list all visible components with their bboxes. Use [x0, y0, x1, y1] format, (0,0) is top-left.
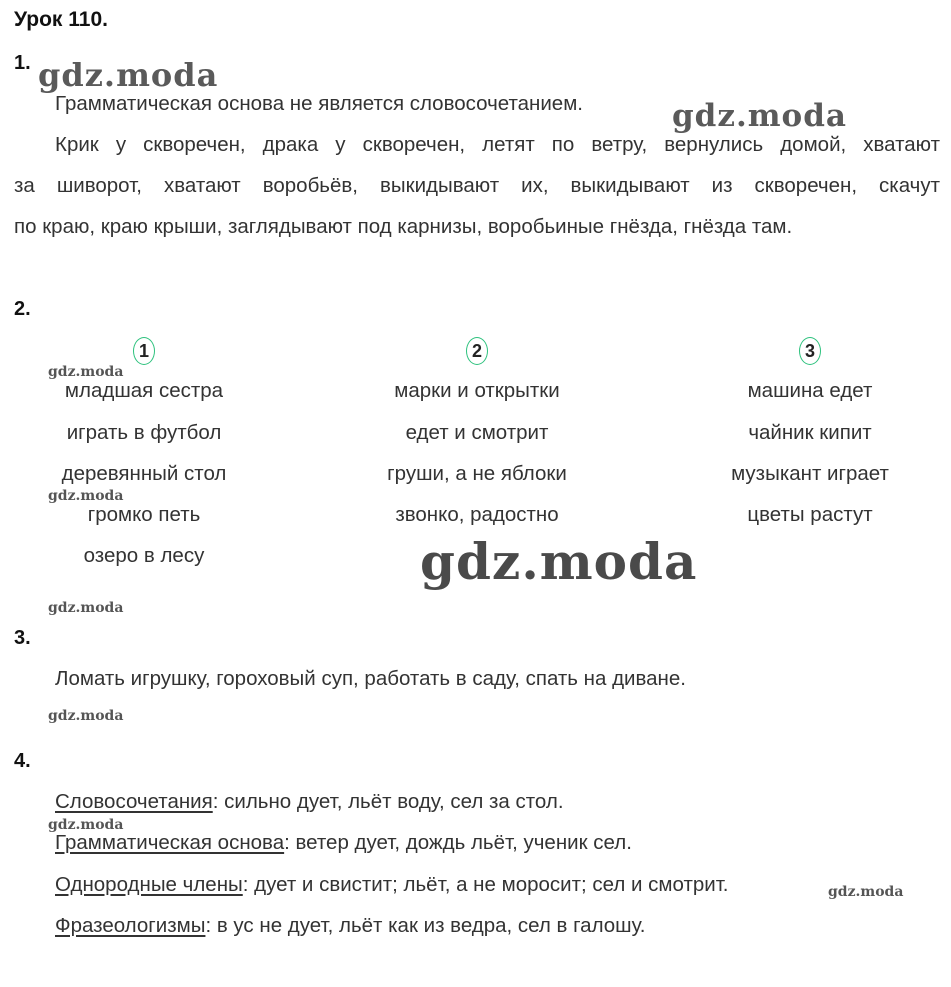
section-2-number: 2. [14, 298, 31, 320]
section-1-line-1: Грамматическая основа не является словосочетанием. [55, 92, 583, 115]
watermark: gdz.moda [420, 532, 698, 591]
column-2-marker: 2 [466, 337, 488, 365]
watermark: gdz.moda [672, 98, 847, 134]
section-4-number: 4. [14, 750, 31, 772]
definition-term: Фразеологизмы [55, 914, 206, 937]
definition-row [55, 831, 632, 855]
column-3-marker: 3 [799, 337, 821, 365]
definition-text: : ветер дует, дождь льёт, ученик сел. [284, 831, 632, 854]
column-3-item: музыкант играет [731, 462, 889, 485]
watermark: gdz.moda [38, 56, 219, 94]
watermark: gdz.moda [48, 488, 124, 504]
section-3-number: 3. [14, 627, 31, 649]
column-2-item: едет и смотрит [405, 421, 549, 444]
section-1-number: 1. [14, 52, 31, 74]
lesson-title: Урок 110. [14, 8, 108, 31]
column-1-item: играть в футбол [66, 421, 222, 444]
column-1-item: озеро в лесу [83, 544, 205, 567]
column-2-item: груши, а не яблоки [387, 462, 567, 485]
column-2-item: марки и открытки [394, 379, 560, 402]
column-1-item: громко петь [87, 503, 201, 526]
watermark: gdz.moda [48, 708, 124, 724]
section-1-line-3: за шиворот, хватают воробьёв, выкидывают их, выкидывают из скворечен, скачут [14, 174, 940, 197]
definition-term: Словосочетания [55, 790, 213, 813]
definition-row [55, 790, 564, 814]
definition-row [55, 873, 729, 897]
column-3-item: чайник кипит [748, 421, 872, 444]
watermark: gdz.moda [48, 600, 124, 616]
definition-text: : дует и свистит; льёт, а не моросит; сел и смотрит. [242, 873, 729, 896]
watermark: gdz.moda [48, 817, 124, 833]
column-3-item: машина едет [747, 379, 873, 402]
column-1-item: младшая сестра [64, 379, 224, 402]
watermark: gdz.moda [48, 364, 124, 380]
section-3-line-1: Ломать игрушку, гороховый суп, работать в саду, спать на диване. [55, 667, 686, 690]
column-1-item: деревянный стол [61, 462, 227, 485]
watermark: gdz.moda [828, 884, 904, 900]
definition-row [55, 914, 646, 938]
column-3-item: цветы растут [747, 503, 873, 526]
column-1-marker: 1 [133, 337, 155, 365]
column-2-item: звонко, радостно [395, 503, 559, 526]
definition-term: Однородные члены [55, 873, 243, 896]
definition-term: Грамматическая основа [55, 831, 285, 854]
definition-text: : в ус не дует, льёт как из ведра, сел в галошу. [205, 914, 646, 937]
section-1-line-2: Крик у скворечен, драка у скворечен, летят по ветру, вернулись домой, хватают [55, 133, 940, 156]
definition-text: : сильно дует, льёт воду, сел за стол. [212, 790, 564, 813]
section-1-line-4: по краю, краю крыши, заглядывают под карнизы, воробьиные гнёзда, гнёзда там. [14, 215, 793, 238]
